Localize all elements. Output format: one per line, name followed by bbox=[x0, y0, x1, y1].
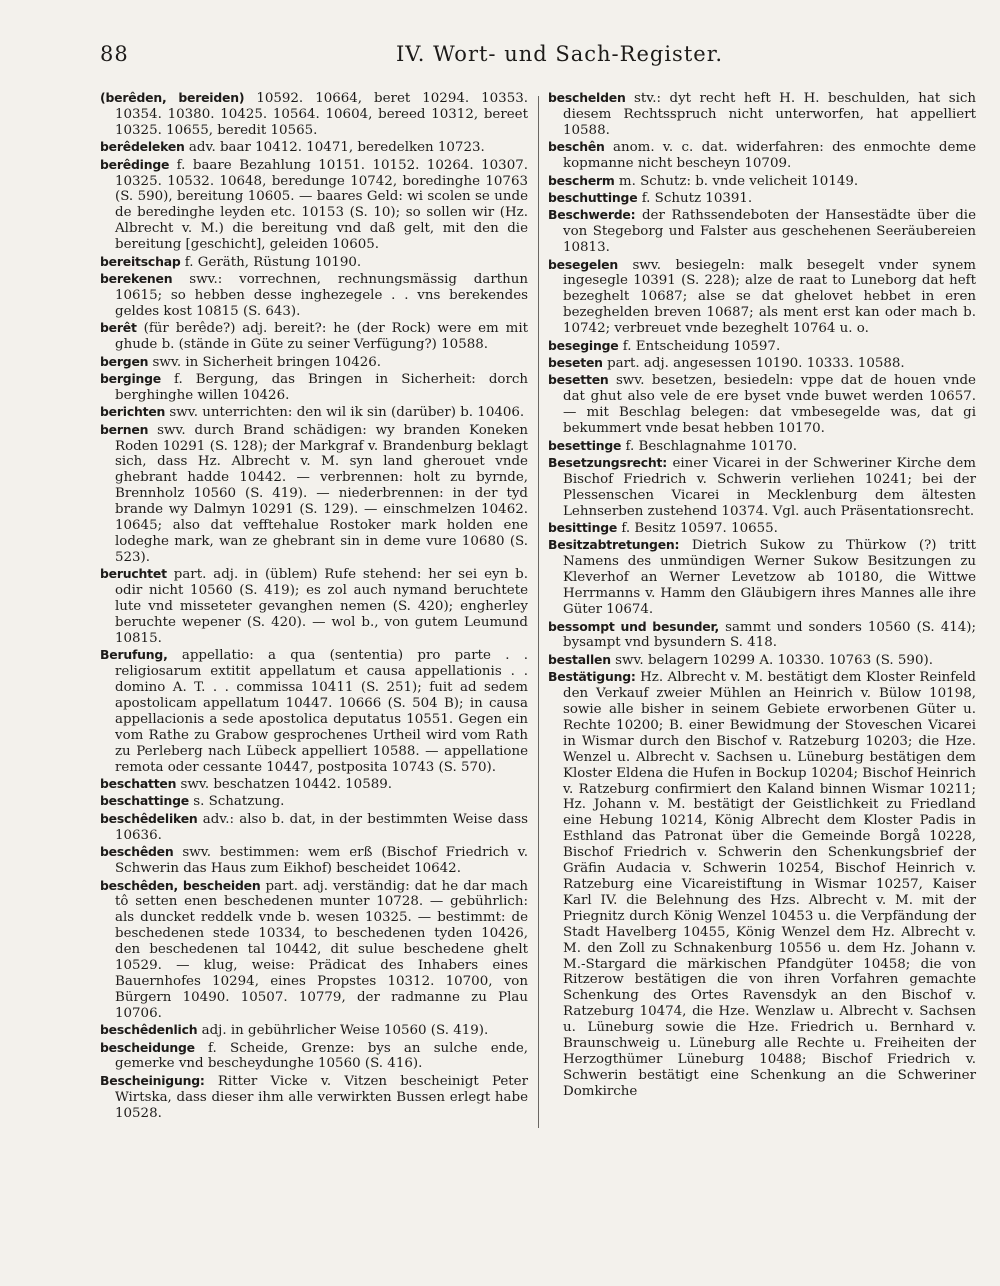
entry-text: einer Vicarei in der Schweriner Kirche dem Bischof Friedrich v. Schwerin verliehen 10241; bei der Plessenschen Vicarei in Mecklenburg dem ältesten Lehnserben zustehend 10374. Vgl. auch Präsentationsrecht. bbox=[563, 455, 976, 519]
index-entry bbox=[100, 776, 528, 793]
left-column bbox=[100, 90, 528, 1122]
entry-headword: beseten bbox=[548, 355, 603, 370]
entry-text: swv. besiegeln: malk besegelt vnder synem ingesegle 10391 (S. 228); alze de raat to Luneborg dat heft bezeghelt 10687; alse se dat ghelovet hebbet in eren bezeghelden breven 10687; als ment erst kan oder mach b. 10742; verbreuet vnde bezeghelt 10764 u. o. bbox=[563, 257, 976, 337]
entry-text: swv. belagern 10299 A. 10330. 10763 (S. 590). bbox=[610, 652, 933, 668]
index-entry bbox=[548, 257, 976, 338]
entry-text: adv. baar 10412. 10471, beredelken 10723. bbox=[184, 140, 485, 156]
entry-headword: bescherm bbox=[548, 172, 615, 188]
index-entry bbox=[100, 647, 528, 775]
index-entry bbox=[100, 1073, 528, 1122]
index-entry bbox=[100, 254, 528, 271]
entry-text: 10592. 10664, beret 10294. 10353. 10354. 10380. 10425. 10564. 10604, bereed 10312, bereet 10325. 10655, beredit 10565. bbox=[115, 91, 528, 138]
entry-headword: besegelen bbox=[548, 256, 618, 272]
index-entry bbox=[100, 1040, 528, 1073]
entry-headword: beschêden bbox=[100, 844, 174, 860]
entry-text: Ritter Vicke v. Vitzen bescheinigt Peter Wirtska, dass dieser ihm alle verwirkten Bussen erlegt habe 10528. bbox=[115, 1073, 528, 1121]
entry-headword: besettinge bbox=[548, 437, 622, 453]
index-entry bbox=[548, 139, 976, 172]
index-entry bbox=[100, 422, 528, 566]
entry-text: f. baare Bezahlung 10151. 10152. 10264. 10307. 10325. 10532. 10648, beredunge 10742, boredinghe 10763 (S. 590), bereitung 10605. — baares Geld: wi scolen se unde de beredinghe leyden etc. 10153 (S. 10); so sollen wir (Hz. Albrecht v. M.) die bereitung vnd daß gelt, mit den die bereitung [geschicht], geleiden 10605. bbox=[115, 157, 528, 253]
entry-text: f. Schutz 10391. bbox=[637, 190, 753, 206]
entry-text: sammt und sonders 10560 (S. 414); bysampt vnd bysundern S. 418. bbox=[563, 619, 976, 651]
entry-text: part. adj. angesessen 10190. 10333. 10588. bbox=[602, 356, 905, 371]
index-entry bbox=[100, 139, 528, 156]
index-entry bbox=[548, 537, 976, 618]
index-entry bbox=[548, 455, 976, 520]
entry-text: Hz. Albrecht v. M. bestätigt dem Kloster Reinfeld den Verkauf zweier Mühlen an Heinrich v. Bülow 10198, sowie alle bisher in seinem Gebiete erworbenen Güter u. Rechte 10200; B. einer Bewidmung der Stoveschen Vicarei in Wismar durch den Bischof v. Ratzeburg 10203; die Hze. Wenzel u. Albrecht v. Sachsen u. Lüneburg bestätigen dem Kloster Eldena die Hufen in Bockup 10204; Bischof Heinrich v. Ratzeburg confirmiert den Kaland binnen Wismar 10211; Hz. Johann v. M. bestätigt der Geistlichkeit zu Friedland eine Hebung 10214, König Albrecht dem Kloster Padis in Esthland das Patronat über die Gemeinde Borgå 10228, Bischof Friedrich v. Schwerin den Schenkungsbrief der Gräfin Audacia v. Schwerin 10254, Bischof Heinrich v. Ratzeburg eine Vicareistiftung in Wismar 10257, Kaiser Karl IV. die Belehnung des Hzs. Albrecht v. M. mit der Priegnitz durch König Wenzel 10453 u. die Verpfändung der Stadt Havelberg 10455, König Wenzel dem Hz. Albrecht v. M. den Zoll zu Schnakenburg 10556 u. dem Hz. Johann v. M.-Stargard die märkischen Pfandgüter 10458; die von Ritzerow bestätigen die von ihren Vorfahren gemachte Schenkung des Ortes Ravensdyk an den Bischof v. Ratzeburg 10474, die Hze. Wenzlaw u. Albrecht v. Sachsen u. Lüneburg sowie die Hze. Friedrich u. Bernhard v. Braunschweig u. Lüneburg alle Rechte u. Freiheiten der Herzogthümer Lüneburg 10488; Bischof Friedrich v. Schwerin bestätigt eine Schenkung an die Schweriner Domkirche bbox=[563, 670, 976, 1099]
entry-text: f. Bergung, das Bringen in Sicherheit: dorch berghinghe willen 10426. bbox=[115, 371, 528, 403]
entry-text: adv.: also b. dat, in der bestimmten Weise dass 10636. bbox=[115, 811, 528, 843]
page-number: 88 bbox=[100, 42, 129, 66]
entry-headword: berêdeleken bbox=[100, 139, 185, 155]
index-entry bbox=[548, 372, 976, 437]
entry-text: swv. in Sicherheit bringen 10426. bbox=[148, 354, 382, 370]
entry-headword: Bescheinigung: bbox=[100, 1072, 205, 1088]
index-entry bbox=[100, 1022, 528, 1039]
entry-headword: beseginge bbox=[548, 337, 619, 353]
index-entry bbox=[548, 173, 976, 190]
entry-headword: berichten bbox=[100, 404, 166, 420]
entry-headword: berêt bbox=[100, 320, 137, 336]
index-entry bbox=[548, 355, 976, 372]
index-entry bbox=[100, 354, 528, 371]
index-entry bbox=[100, 878, 528, 1022]
entry-text: appellatio: a qua (sententia) pro parte . . religiosarum extitit appellatum et causa appellationis . . domino A. T. . . commissa 10411 (S. 251); fuit ad sedem apostolicam appellatum 10447. 10666 (S. 504 B); in causa appellacionis a sede apostolica deputatus 10551. Gegen ein vom Rathe zu Grabow gesprochenes Urtheil wird vom Rath zu Perleberg nach Lübeck appelliert 10588. — appellatione remota oder cessante 10447, postposita 10743 (S. 570). bbox=[115, 648, 528, 775]
entry-text: swv. unterrichten: den wil ik sin (darüber) b. 10406. bbox=[165, 405, 525, 421]
index-entry bbox=[100, 271, 528, 320]
entry-text: swv.: vorrechnen, rechnungsmässig darthun 10615; so hebben desse inghezegele . . vns berekendes geldes kost 10815 (S. 643). bbox=[115, 271, 528, 319]
entry-text: swv. besetzen, besiedeln: vppe dat de houen vnde dat ghut also vele de ere byset vnde buwet werden 10657. — mit Beschlag belegen: dat vmbesegelde was, dat gi bekummert vnde besat hebben 10170. bbox=[563, 373, 976, 437]
entry-headword: besittinge bbox=[548, 520, 618, 536]
entry-headword: besetten bbox=[548, 372, 609, 388]
entry-headword: beschêden, bescheiden bbox=[100, 877, 261, 893]
entry-text: f. Besitz 10597. 10655. bbox=[617, 521, 778, 537]
index-entry bbox=[100, 320, 528, 353]
index-entry bbox=[100, 90, 528, 139]
entry-text: anom. v. c. dat. widerfahren: des enmochte deme kopmanne nicht bescheyn 10709. bbox=[563, 140, 976, 172]
entry-text: part. adj. verständig: dat he dar mach tô setten enen beschedenen munter 10728. — gebührlich: als duncket reddelk vnde b. wesen 10325. — bestimmt: de beschedenen stede 10334, to beschedenen tyden 10426, den beschedenen tal 10442, dit sulue beschedene ghelt 10529. — klug, weise: Prädicat des Inhabers eines Bauernhofes 10294, eines Propstes 10312. 10700, von Bürgern 10490. 10507. 10779, der radmanne zu Plau 10706. bbox=[115, 878, 528, 1021]
page-header bbox=[100, 42, 900, 76]
entry-headword: Besitzabtretungen: bbox=[548, 537, 680, 553]
index-entry bbox=[548, 190, 976, 207]
entry-headword: bereitschap bbox=[100, 253, 181, 269]
index-entry bbox=[548, 520, 976, 537]
entry-headword: (berêden, bereiden) bbox=[100, 90, 245, 105]
index-entry bbox=[100, 566, 528, 647]
index-entry bbox=[548, 652, 976, 669]
entry-headword: beschên bbox=[548, 139, 605, 155]
right-column bbox=[548, 90, 976, 1100]
entry-headword: beschêdeliken bbox=[100, 810, 198, 826]
entry-text: f. Entscheidung 10597. bbox=[618, 338, 781, 354]
index-entry bbox=[548, 207, 976, 256]
index-entry bbox=[100, 793, 528, 810]
entry-headword: berekenen bbox=[100, 270, 173, 286]
entry-headword: Bestätigung: bbox=[548, 669, 636, 685]
entry-headword: beruchtet bbox=[100, 566, 167, 582]
entry-headword: bernen bbox=[100, 421, 149, 437]
entry-text: (für berêde?) adj. bereit?: he (der Rock) were em mit ghude b. (stände in Güte zu seiner Verfügung?) 10588. bbox=[115, 321, 528, 353]
entry-headword: beschêdenlich bbox=[100, 1022, 198, 1038]
index-entry bbox=[548, 669, 976, 1099]
index-entry bbox=[100, 157, 528, 253]
index-entry bbox=[548, 90, 976, 139]
entry-text: s. Schatzung. bbox=[188, 794, 285, 810]
column-divider bbox=[538, 96, 539, 1128]
entry-headword: beschatten bbox=[100, 776, 177, 792]
entry-text: Dietrich Sukow zu Thürkow (?) tritt Namens des unmündigen Werner Sukow Besitzungen zu Kleverhof an Werner Levetzow ab 10180, die Wittwe Herrmanns v. Hamm den Gläubigern ihres Mannes alle ihre Güter 10674. bbox=[563, 538, 976, 618]
entry-text: stv.: dyt recht heft H. H. beschulden, hat sich diesem Rechtsspruch nicht unterworfen, hat appelliert 10588. bbox=[563, 91, 976, 138]
entry-text: swv. durch Brand schädigen: wy branden Koneken Roden 10291 (S. 128); der Markgraf v. Brandenburg beklagt sich, dass Hz. Albrecht v. M. syn land gherouet vnde ghebrant hadde 10442. — verbrennen: holt zu byrnde, Brennholz 10560 (S. 419). — niederbrennen: in der tyd brande wy Dalmyn 10291 (S. 129). — einschmelzen 10462. 10645; also dat vefftehalue Rostoker mark holden ene lodeghe mark, wan ze ghebrant sin in deme vure 10680 (S. 523). bbox=[115, 422, 528, 565]
entry-text: adj. in gebührlicher Weise 10560 (S. 419). bbox=[197, 1023, 489, 1039]
entry-headword: bescheidunge bbox=[100, 1039, 195, 1055]
entry-headword: berginge bbox=[100, 370, 161, 386]
entry-headword: Besetzungsrecht: bbox=[548, 454, 668, 470]
index-entry bbox=[548, 338, 976, 355]
index-entry bbox=[100, 371, 528, 404]
entry-text: swv. bestimmen: wem erß (Bischof Friedrich v. Schwerin das Haus zum Eikhof) bescheidet 10642. bbox=[115, 845, 528, 877]
entry-text: part. adj. in (üblem) Rufe stehend: her sei eyn b. odir nicht 10560 (S. 419); es zol auch nymand beruchtete lute vnd misseteter gevanghen nemen (S. 420); engherley beruchte wepener (S. 420). — wol b., von gutem Leumund 10815. bbox=[115, 567, 528, 646]
entry-headword: bessompt und besunder, bbox=[548, 618, 720, 634]
entry-text: der Rathssendeboten der Hansestädte über die von Stegeborg und Falster aus geschehenen Seeräubereien 10813. bbox=[563, 208, 976, 256]
page-title: IV. Wort- und Sach-Register. bbox=[396, 42, 724, 66]
index-entry bbox=[100, 811, 528, 844]
entry-text: f. Geräth, Rüstung 10190. bbox=[180, 254, 362, 270]
entry-text: f. Scheide, Grenze: bys an sulche ende, gemerke vnd bescheydunghe 10560 (S. 416). bbox=[115, 1040, 528, 1072]
index-entry bbox=[548, 619, 976, 652]
index-entry bbox=[100, 844, 528, 877]
entry-headword: beschelden bbox=[548, 90, 626, 105]
entry-headword: bestallen bbox=[548, 651, 611, 667]
entry-text: swv. beschatzen 10442. 10589. bbox=[176, 777, 393, 793]
index-entry bbox=[548, 438, 976, 455]
entry-text: f. Beschlagnahme 10170. bbox=[621, 438, 798, 454]
entry-headword: beschattinge bbox=[100, 793, 189, 809]
entry-text: m. Schutz: b. vnde velicheit 10149. bbox=[614, 173, 859, 189]
entry-headword: berêdinge bbox=[100, 156, 170, 172]
entry-headword: Berufung, bbox=[100, 647, 168, 663]
entry-headword: bergen bbox=[100, 353, 149, 369]
entry-headword: beschuttinge bbox=[548, 189, 638, 205]
index-entry bbox=[100, 404, 528, 421]
entry-headword: Beschwerde: bbox=[548, 207, 636, 223]
